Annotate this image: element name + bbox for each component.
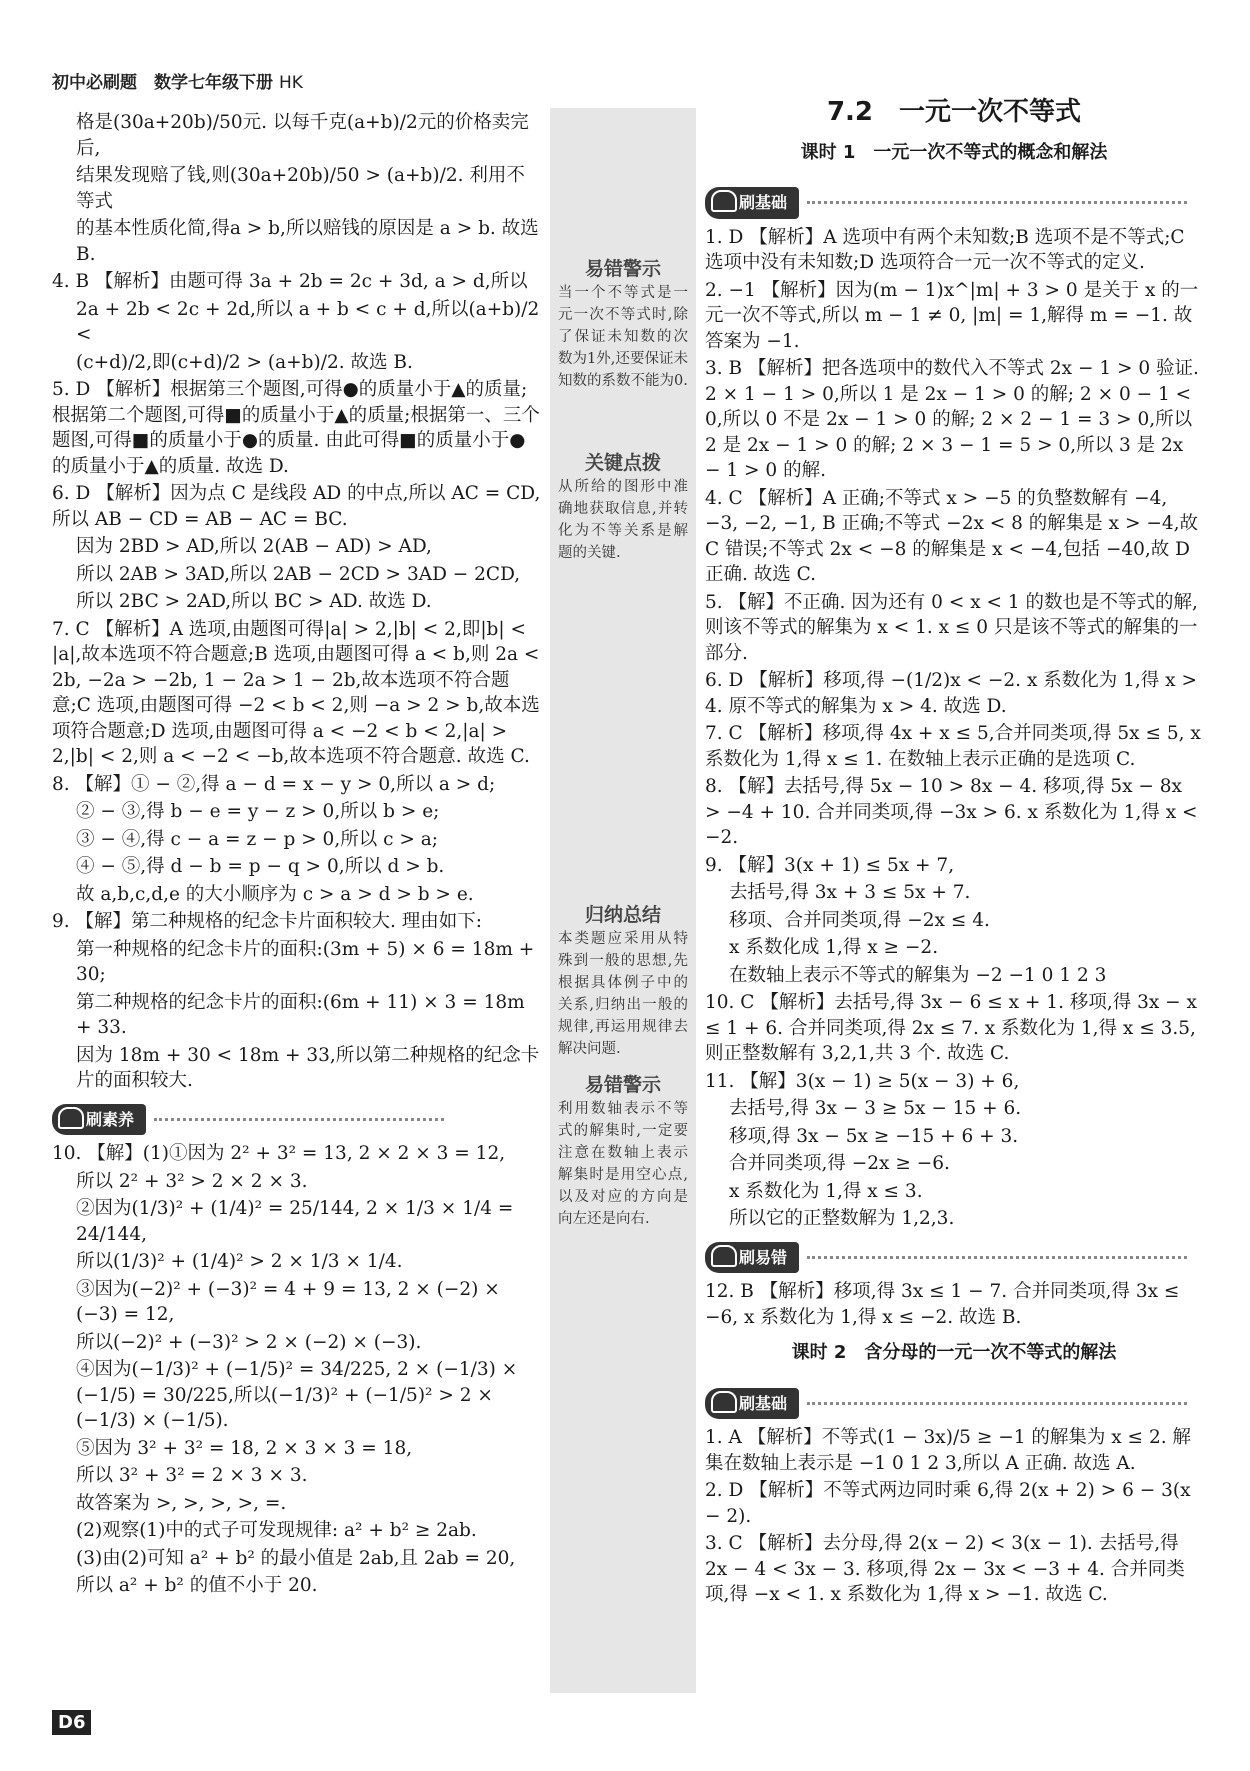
text-line: ③ − ④,得 c − a = z − p > 0,所以 c > a; [76,828,438,850]
tip-title: 易错警示 [584,1074,661,1096]
text-line: ⑤因为 3² + 3² = 18, 2 × 3 × 3 = 18, [76,1437,413,1459]
text-line: ④ − ⑤,得 d − b = p − q > 0,所以 d > b. [76,856,445,877]
badge-yicuo: 刷易错 [705,1242,1187,1274]
text-line: ②因为(1/3)² + (1/4)² = 25/144, 2 × 1/3 × 1/4 = 24/144, [76,1198,520,1245]
text-line: 2a + 2b < 2c + 2d,所以 a + b < c + d,所以(a+b)/2 < [76,298,546,345]
text-line: 去括号,得 3x − 3 ≥ 5x − 15 + 6. [729,1098,1022,1119]
text-line: 所以(−2)² + (−3)² > 2 × (−2) × (−3). [76,1331,422,1353]
text-line: 因为 2BD > AD,所以 2(AB − AD) > AD, [76,536,432,557]
page-header [52,68,303,93]
right-column [705,97,1207,1610]
text-line: 所以 a² + b² 的值不小于 20. [76,1575,318,1596]
tip-text: 本类题应采用从特殊到一般的思想,先根据具体例子中的关系,归纳出一般的规律,再运用规律去解决问题. [558,931,688,1057]
left-column [52,110,546,1601]
text-line: 5. 【解】不正确. 因为还有 0 < x < 1 的数也是不等式的解,则该不等式的解集为 x < 1. x ≤ 0 只是该不等式的解集的一部分. [705,591,1198,664]
badge-suyang: 刷素养 [52,1104,444,1136]
text-line: 6. D 【解析】因为点 C 是线段 AD 的中点,所以 AC = CD,所以 AB − CD = AB − AC = BC. [52,483,541,530]
text-line: 3. C 【解析】去分母,得 2(x − 2) < 3(x − 1). 去括号,得 2x − 4 < 3x − 3. 移项,得 2x − 3x < −3 + 4. 合并同类项,得 −x < 1. x 系数化为 1,得 x > −1. 故选 C. [705,1533,1185,1605]
text-line: ② − ③,得 b − e = y − z > 0,所以 b > e; [76,801,440,822]
text-line: 所以(1/3)² + (1/4)² > 2 × 1/3 × 1/4. [76,1251,403,1272]
tip-box [550,1074,696,1230]
text-line: 的基本性质化简,得a > b,所以赔钱的原因是 a > b. 故选 B. [76,218,545,265]
text-line: 9. 【解】3(x + 1) ≤ 5x + 7, [705,854,955,876]
text-line: x 系数化成 1,得 x ≥ −2. [729,937,939,958]
badge-jichu-1: 刷基础 [705,187,1187,219]
tip-box [550,258,696,392]
text-line: 故答案为 >, >, >, >, =. [76,1492,287,1514]
edition-label: HK [279,73,303,93]
text-line: 格是(30a+20b)/50元. 以每千克(a+b)/2元的价格卖完后, [76,112,529,159]
text-line: 1. A 【解析】不等式(1 − 3x)/5 ≥ −1 的解集为 x ≤ 2. 解集在数轴上表示是 −1 0 1 2 3,所以 A 正确. 故选 A. [705,1427,1191,1474]
text-line: 移项,得 3x − 5x ≥ −15 + 6 + 3. [729,1125,1019,1147]
text-line: 10. C 【解析】去括号,得 3x − 6 ≤ x + 1. 移项,得 3x − x ≤ 1 + 6. 合并同类项,得 2x ≤ 7. x 系数化为 1,得 x ≤ 3.5,则正整数解有 3,2,1,共 3 个. 故选 C. [705,992,1203,1064]
text-line: 6. D 【解析】移项,得 −(1/2)x < −2. x 系数化为 1,得 x > 4. 原不等式的解集为 x > 4. 故选 D. [705,670,1203,717]
text-line: 所以 2² + 3² > 2 × 2 × 3. [76,1170,308,1192]
text-line: (2)观察(1)中的式子可发现规律: a² + b² ≥ 2ab. [76,1520,477,1541]
book-title: 初中必刷题 数学七年级下册 [52,73,273,93]
text-line: 移项、合并同类项,得 −2x ≤ 4. [729,909,990,931]
text-line: 7. C 【解析】移项,得 4x + x ≤ 5,合并同类项,得 5x ≤ 5, x 系数化为 1,得 x ≤ 1. 在数轴上表示正确的是选项 C. [705,723,1207,770]
text-line: 8. 【解】去括号,得 5x − 10 > 8x − 4. 移项,得 5x − 8x > −4 + 10. 合并同类项,得 −3x > 6. x 系数化为 1,得 x < −2. [705,776,1204,848]
tips-sidebar [550,108,696,1693]
text-line: (3)由(2)可知 a² + b² 的最小值是 2ab,且 2ab = 20, [76,1547,516,1569]
text-line: 7. C 【解析】A 选项,由题图可得|a| > 2,|b| < 2,即|b| < |a|,故本选项不符合题意;B 选项,由题图可得 a < b,则 2a < 2b, −2a > −2b, 1 − 2a > 1 − 2b,故本选项不符合题意;C 选项,由题图可得 −2 < b < 2,则 −a > 2 > b,故本选项符合题意;D 选项,由题图可得 a < −2 < b < 2,|a| > 2,|b| < 2,则 a < −2 < −b,故本选项不符合题意. 故选 C. [52,618,546,767]
tip-text: 利用数轴表示不等式的解集时,一定要注意在数轴上表示解集时是用空心点,以及对应的方向是向左还是向右. [558,1101,688,1227]
text-line: 所以 3² + 3² = 2 × 3 × 3. [76,1465,308,1486]
text-line: 1. D 【解析】A 选项中有两个未知数;B 选项不是不等式;C 选项中没有未知数;D 选项符合一元一次不等式的定义. [705,226,1191,273]
text-line: 第二种规格的纪念卡片的面积:(6m + 11) × 3 = 18m + 33. [76,991,531,1038]
text-line: 4. C 【解析】A 正确;不等式 x > −5 的负整数解有 −4, −3, −2, −1, B 正确;不等式 −2x < 8 的解集是 x > −4,故 C 错误;不等式 2x < −8 的解集是 x < −4,包括 −40,故 D 正确. 故选 C. [705,487,1204,585]
text-line: 所以它的正整数解为 1,2,3. [729,1208,955,1229]
text-line: 12. B 【解析】移项,得 3x ≤ 1 − 7. 合并同类项,得 3x ≤ −6, x 系数化为 1,得 x ≤ −2. 故选 B. [705,1281,1186,1328]
text-line: 在数轴上表示不等式的解集为 −2 −1 0 1 2 3 [729,964,1107,986]
text-line: 10. 【解】(1)①因为 2² + 3² = 13, 2 × 2 × 3 = 12, [52,1143,506,1164]
text-line: 3. B 【解析】把各选项中的数代入不等式 2x − 1 > 0 验证. 2 × 1 − 1 > 0,所以 1 是 2x − 1 > 0 的解; 2 × 0 − 1 < 0,所以 0 不是 2x − 1 > 0 的解; 2 × 2 − 1 = 3 > 0,所以 2 是 2x − 1 > 0 的解; 2 × 3 − 1 = 5 > 0,所以 3 是 2x − 1 > 0 的解. [705,358,1205,481]
tip-box [550,904,696,1060]
text-line: 合并同类项,得 −2x ≥ −6. [729,1153,950,1174]
tip-title: 关键点拨 [584,452,661,474]
text-line: 结果发现赔了钱,则(30a+20b)/50 > (a+b)/2. 利用不等式 [76,165,525,212]
tip-title: 易错警示 [584,258,661,280]
text-line: 因为 18m + 30 < 18m + 33,所以第二种规格的纪念卡片的面积较大. [76,1044,540,1091]
tip-box [550,452,696,564]
text-line: 8. 【解】① − ②,得 a − d = x − y > 0,所以 a > d; [52,773,496,795]
text-line: 2. −1 【解析】因为(m − 1)x^|m| + 3 > 0 是关于 x 的一元一次不等式,所以 m − 1 ≠ 0, |m| = 1,解得 m = −1. 故答案为 −1. [705,279,1199,352]
text-line: ④因为(−1/3)² + (−1/5)² = 34/225, 2 × (−1/3) × (−1/5) = 30/225,所以(−1/3)² + (−1/5)² > 2 × (−1/3) × (−1/5). [76,1359,524,1431]
text-line: x 系数化为 1,得 x ≤ 3. [729,1180,923,1202]
text-line: 故 a,b,c,d,e 的大小顺序为 c > a > d > b > e. [76,883,474,905]
text-line: ③因为(−2)² + (−3)² = 4 + 9 = 13, 2 × (−2) × (−3) = 12, [76,1278,506,1325]
text-line: 所以 2AB > 3AD,所以 2AB − 2CD > 3AD − 2CD, [76,563,521,585]
text-line: 2. D 【解析】不等式两边同时乘 6,得 2(x + 2) > 6 − 3(x − 2). [705,1480,1197,1527]
section-title: 7.2 一元一次不等式 [826,97,1082,127]
page-number: D6 [52,1710,91,1735]
tip-text: 当一个不等式是一元一次不等式时,除了保证未知数的次数为1外,还要保证未知数的系数不能为0. [558,285,688,389]
tip-text: 从所给的图形中准确地获取信息,并转化为不等关系是解题的关键. [558,479,688,561]
text-line: (c+d)/2,即(c+d)/2 > (a+b)/2. 故选 B. [76,351,413,373]
text-line: 11. 【解】3(x − 1) ≥ 5(x − 3) + 6, [705,1070,1020,1092]
text-line: 所以 2BC > 2AD,所以 BC > AD. 故选 D. [76,591,432,612]
text-line: 5. D 【解析】根据第三个题图,可得●的质量小于▲的质量;根据第二个题图,可得■的质量小于▲的质量;根据第一、三个题图,可得■的质量小于●的质量. 由此可得■的质量小于●的质量小于▲的质量. 故选 D. [52,379,540,477]
lesson-2-title: 课时 2 含分母的一元一次不等式的解法 [791,1342,1117,1363]
text-line: 4. B 【解析】由题可得 3a + 2b = 2c + 3d, a > d,所以 [52,271,528,292]
text-line: 9. 【解】第二种规格的纪念卡片面积较大. 理由如下: [52,911,483,932]
text-line: 第一种规格的纪念卡片的面积:(3m + 5) × 6 = 18m + 30; [76,938,541,985]
tip-title: 归纳总结 [584,904,661,926]
badge-jichu-2: 刷基础 [705,1388,1187,1420]
lesson-1-title: 课时 1 一元一次不等式的概念和解法 [800,141,1108,163]
text-line: 去括号,得 3x + 3 ≤ 5x + 7. [729,882,971,903]
